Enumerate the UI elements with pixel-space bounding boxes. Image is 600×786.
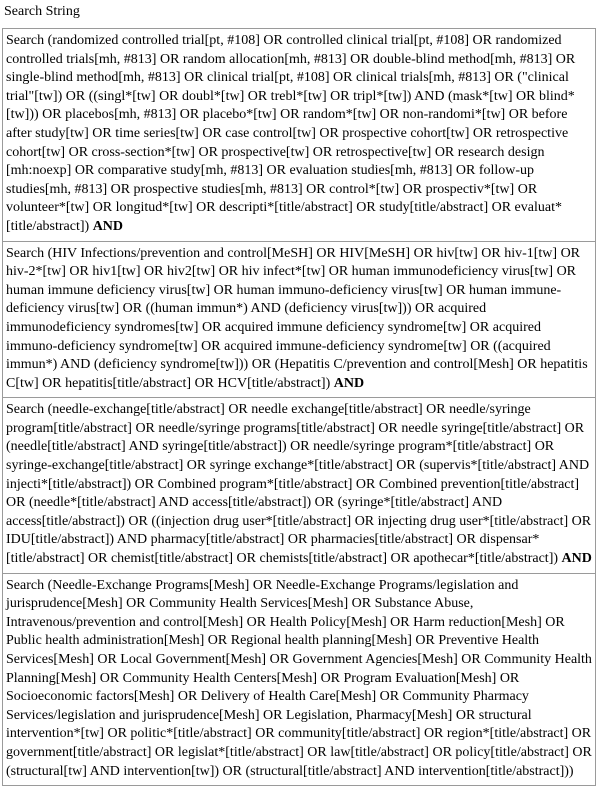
search-text: Search (needle-exchange[title/abstract] OR needle exchange[title/abstract] OR needle/syringe program[title/abstract] OR needle/syringe programs[title/abstract] OR needle syringe[title/abstract] OR (needle[title/abstract] AND syringe[title/abstract]) OR needle/syringe program*[title/abstract] OR syringe-exchange[title/abstract] OR syringe exchange*[title/abstract] OR (supervis*[title/abstract] AND injecti*[title/abstract]) OR Combined program*[title/abstract] OR Combined prevention[title/abstract] OR (needle*[title/abstract] AND access[title/abstract]) OR (syringe*[title/abstract] AND access[title/abstract]) OR ((injection drug user*[title/abstract] OR injecting drug user*[title/abstract] OR IDU[title/abstract]) AND pharmacy[title/abstract] OR pharmacies[title/abstract] OR dispensar*[title/abstract] OR chemist[title/abstract] OR chemists[title/abstract] OR apothecar*[title/abstract]) [6,402,592,567]
table-row [3,241,596,398]
table-row [3,29,596,242]
search-cell [3,398,596,573]
table-row [3,398,596,573]
and-connector: AND [333,375,365,391]
and-connector: AND [561,551,592,567]
search-text: Search (randomized controlled trial[pt, #108] OR controlled clinical trial[pt, #108] OR randomized controlled trials[mh, #813] OR random allocation[mh, #813] OR double-blind method[mh, #813] OR single-blind method[mh, #813] OR clinical trial[pt, #108] OR clinical trials[mh, #813] OR ("clinical trial"[tw]) OR ((singl*[tw] OR doubl*[tw] OR trebl*[tw] OR tripl*[tw]) AND (mask*[tw] OR blind*[tw])) OR placebos[mh, #813] OR placebo*[tw] OR random*[tw] OR non-randomi*[tw] OR before after study[tw] OR time series[tw] OR case control[tw] OR prospective cohort[tw] OR retrospective cohort[tw] OR cross-section*[tw] OR prospective[tw] OR retrospective[tw] OR research design [mh:noexp] OR comparative study[mh, #813] OR evaluation studies[mh, #813] OR follow-up studies[mh, #813] OR prospective studies[mh, #813] OR control*[tw] OR prospectiv*[tw] OR volunteer*[tw] OR longitud*[tw] OR descripti*[title/abstract] OR study[title/abstract] OR evaluat*[title/abstract]) [6,33,576,234]
table-header: Search String [4,4,80,19]
table-row [3,573,596,786]
search-cell [3,29,596,242]
search-string-table [2,28,596,786]
search-cell [3,241,596,398]
search-text: Search (HIV Infections/prevention and control[MeSH] OR HIV[MeSH] OR hiv[tw] OR hiv-1[tw] OR hiv-2*[tw] OR hiv1[tw] OR hiv2[tw] OR hiv infect*[tw] OR human immunodeficiency virus[tw] OR human immune deficiency virus[tw] OR human immuno-deficiency virus[tw] OR human immune-deficiency virus[tw] OR ((human immun*) AND (deficiency virus[tw])) OR acquired immunodeficiency syndromes[tw] OR acquired immune deficiency syndrome[tw] OR acquired immuno-deficiency syndrome[tw] OR acquired immune-deficiency syndrome[tw] OR ((acquired immun*) AND (deficiency syndrome[tw])) OR (Hepatitis C/prevention and control[Mesh] OR hepatitis C[tw] OR hepatitis[title/abstract] OR HCV[title/abstract]) [6,245,588,391]
search-cell [3,573,596,786]
and-connector: AND [92,218,124,234]
search-text: Search (Needle-Exchange Programs[Mesh] OR Needle-Exchange Programs/legislation and jurisprudence[Mesh] OR Community Health Services[Mesh] OR Substance Abuse, Intravenous/prevention and control[Mesh] OR Health Policy[Mesh] OR Harm reduction[Mesh] OR Public health administration[Mesh] OR Regional health planning[Mesh] OR Preventive Health Services[Mesh] OR Local Government[Mesh] OR Government Agencies[Mesh] OR Community Health Planning[Mesh] OR Community Health Centers[Mesh] OR Program Evaluation[Mesh] OR Socioeconomic factors[Mesh] OR Delivery of Health Care[Mesh] OR Community Pharmacy Services/legislation and jurisprudence[Mesh] OR Legislation, Pharmacy[Mesh] OR structural intervention*[tw] OR politic*[title/abstract] OR community[title/abstract] OR region*[title/abstract] OR government[title/abstract] OR legislat*[title/abstract] OR law[title/abstract] OR policy[title/abstract] OR (structural[tw] AND intervention[tw]) OR (structural[title/abstract] AND intervention[title/abstract])) [6,577,592,779]
